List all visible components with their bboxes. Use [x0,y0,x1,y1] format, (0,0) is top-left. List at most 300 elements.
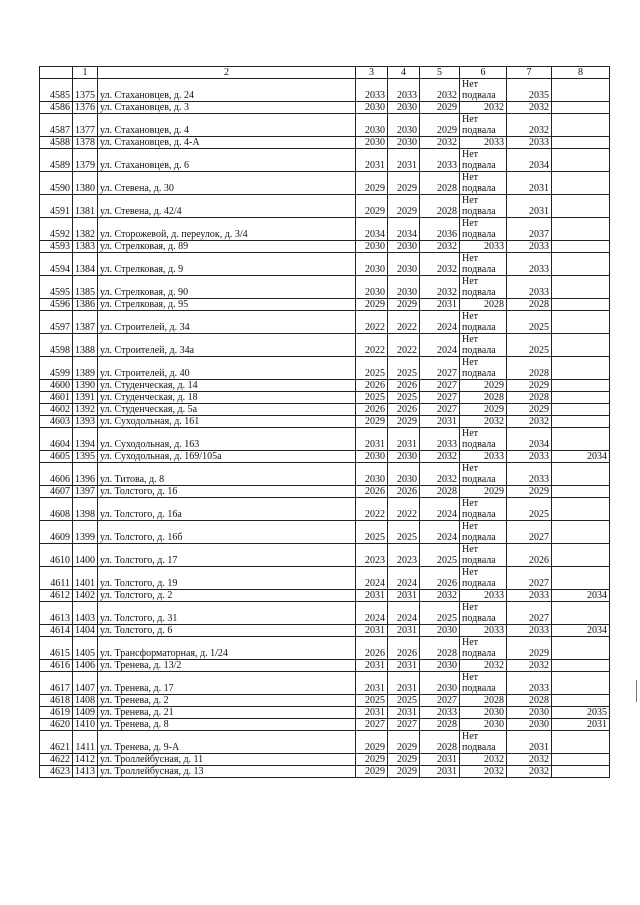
table-cell: ул. Стахановцев, д. 4 [98,114,356,137]
table-cell: 2030 [388,241,420,253]
table-cell: 2022 [388,311,420,334]
table-row [40,602,610,625]
table-cell: 2030 [388,253,420,276]
table-cell [552,404,610,416]
table-cell: 2032 [420,276,460,299]
table-cell: 2029 [507,404,552,416]
table-cell: 2029 [420,102,460,114]
table-row [40,754,610,766]
table-cell: 4608 [40,498,73,521]
table-cell: 2033 [507,463,552,486]
table-cell: 2025 [356,695,388,707]
table-cell: 4596 [40,299,73,311]
table-cell [552,416,610,428]
table-cell: 2029 [388,731,420,754]
housing-schedule-table [39,66,610,778]
table-cell: 1413 [73,766,98,778]
table-cell: 2030 [356,102,388,114]
table-cell: 2024 [420,334,460,357]
table-cell: 2022 [388,334,420,357]
table-cell: 4590 [40,172,73,195]
table-row [40,137,610,149]
table-cell: 2027 [356,719,388,731]
table-cell: 4609 [40,521,73,544]
table-cell: Нет подвала [460,731,507,754]
table-cell: 2030 [420,625,460,637]
header-cell: 2 [98,67,356,79]
table-cell: ул. Тренева, д. 21 [98,707,356,719]
table-cell: 4611 [40,567,73,590]
table-cell: 2024 [420,498,460,521]
table-cell: 2033 [420,428,460,451]
table-row [40,521,610,544]
table-cell: 2030 [388,463,420,486]
table-cell [552,521,610,544]
table-cell [552,253,610,276]
header-cell: 8 [552,67,610,79]
table-cell: 2022 [356,334,388,357]
table-cell [552,754,610,766]
table-cell: 2030 [388,451,420,463]
table-cell: 2026 [388,637,420,660]
table-cell: 2033 [388,79,420,102]
table-cell: ул. Толстого, д. 16 [98,486,356,498]
table-cell: 2030 [460,719,507,731]
table-cell [552,276,610,299]
table-cell: ул. Тренева, д. 2 [98,695,356,707]
table-cell: Нет подвала [460,544,507,567]
table-cell: 2027 [420,404,460,416]
table-cell: ул. Тренева, д. 8 [98,719,356,731]
table-cell: 2030 [356,137,388,149]
table-cell: 2027 [507,521,552,544]
table-cell: 1388 [73,334,98,357]
table-cell: 2035 [552,707,610,719]
table-cell: 4606 [40,463,73,486]
table-cell: 4622 [40,754,73,766]
table-cell: 2029 [507,380,552,392]
table-cell: 2032 [507,766,552,778]
table-cell: 1376 [73,102,98,114]
table-cell: 4588 [40,137,73,149]
table-row [40,625,610,637]
table-cell: 1385 [73,276,98,299]
table-cell: 4598 [40,334,73,357]
table-cell: ул. Стрелковая, д. 95 [98,299,356,311]
table-cell [552,218,610,241]
table-cell: 2029 [388,172,420,195]
table-cell [552,486,610,498]
table-cell: 2031 [356,625,388,637]
table-cell: 2026 [356,486,388,498]
table-cell: ул. Троллейбусная, д. 13 [98,766,356,778]
table-cell: ул. Строителей, д. 34 [98,311,356,334]
table-cell: 1384 [73,253,98,276]
table-cell: 2031 [356,590,388,602]
table-cell [552,299,610,311]
table-cell [552,463,610,486]
table-cell: 2028 [420,486,460,498]
header-cell: 3 [356,67,388,79]
table-cell: 2033 [507,672,552,695]
table-cell: 2029 [507,486,552,498]
table-cell: 2034 [552,625,610,637]
table-cell: 2033 [507,276,552,299]
table-cell: 1404 [73,625,98,637]
table-cell: 2027 [420,380,460,392]
table-cell: 4589 [40,149,73,172]
table-cell: 1397 [73,486,98,498]
table-cell: 2024 [388,567,420,590]
table-cell [552,731,610,754]
table-cell: 2032 [420,463,460,486]
table-cell [552,602,610,625]
table-cell: 2024 [356,602,388,625]
table-cell: 2029 [356,766,388,778]
table-cell: Нет подвала [460,357,507,380]
table-cell: 2024 [356,567,388,590]
table-cell [552,137,610,149]
table-cell: 2030 [420,672,460,695]
table-cell: ул. Толстого, д. 2 [98,590,356,602]
table-cell [552,544,610,567]
table-cell: 2025 [507,311,552,334]
table-cell: 1407 [73,672,98,695]
table-cell: 2028 [460,695,507,707]
table-cell [552,392,610,404]
table-cell: ул. Строителей, д. 40 [98,357,356,380]
table-cell: Нет подвала [460,149,507,172]
table-cell: 1392 [73,404,98,416]
table-cell: 2027 [420,392,460,404]
table-cell: 2031 [388,590,420,602]
table-cell: 4603 [40,416,73,428]
table-cell: 2026 [507,544,552,567]
table-cell: 2031 [388,707,420,719]
table-cell: 2030 [388,102,420,114]
table-cell: 2023 [356,544,388,567]
table-cell: 4604 [40,428,73,451]
table-cell: ул. Толстого, д. 31 [98,602,356,625]
table-cell: 2027 [507,602,552,625]
table-cell: 2025 [420,602,460,625]
table-cell: 1387 [73,311,98,334]
table-cell: 1395 [73,451,98,463]
table-cell: 1411 [73,731,98,754]
table-cell: 2025 [356,357,388,380]
table-cell: 2029 [356,731,388,754]
table-cell: 2031 [356,660,388,672]
table-cell: 2031 [420,754,460,766]
table-cell: 2028 [420,637,460,660]
table-cell: 2033 [420,707,460,719]
table-cell: 2026 [356,637,388,660]
table-cell: Нет подвала [460,463,507,486]
table-cell: 2026 [420,567,460,590]
table-row [40,544,610,567]
table-row [40,567,610,590]
table-cell [552,241,610,253]
table-cell [552,428,610,451]
table-cell: 4600 [40,380,73,392]
table-cell: 2032 [507,754,552,766]
table-cell: ул. Студенческая, д. 18 [98,392,356,404]
table-cell: ул. Титова, д. 8 [98,463,356,486]
table-cell: 1386 [73,299,98,311]
table-cell: Нет подвала [460,521,507,544]
table-cell: 2029 [420,114,460,137]
margin-mark [636,680,637,702]
table-cell: 2025 [420,544,460,567]
table-cell: 1377 [73,114,98,137]
table-cell: 2032 [460,660,507,672]
table-cell: 2029 [388,195,420,218]
table-cell: 2025 [388,695,420,707]
table-cell: ул. Сторожевой, д. переулок, д. 3/4 [98,218,356,241]
table-cell: 1394 [73,428,98,451]
table-cell: 4619 [40,707,73,719]
table-cell: 2032 [420,590,460,602]
table-cell: 2029 [356,172,388,195]
table-row [40,392,610,404]
table-cell: 2029 [388,299,420,311]
table-cell: ул. Стрелковая, д. 89 [98,241,356,253]
table-cell: 1381 [73,195,98,218]
header-cell: 6 [460,67,507,79]
table-cell: 2026 [388,404,420,416]
table-cell: Нет подвала [460,602,507,625]
table-cell: ул. Стахановцев, д. 3 [98,102,356,114]
table-cell: 2031 [507,172,552,195]
table-cell: 2030 [356,451,388,463]
table-cell: 1380 [73,172,98,195]
table-row [40,672,610,695]
table-cell: ул. Стахановцев, д. 4-А [98,137,356,149]
table-cell: 2026 [388,380,420,392]
table-cell: 2033 [507,590,552,602]
table-row [40,195,610,218]
table-cell: 2028 [507,357,552,380]
table-row [40,299,610,311]
table-cell: 4618 [40,695,73,707]
table-cell: 4587 [40,114,73,137]
header-row [40,67,610,79]
table-cell: ул. Тренева, д. 13/2 [98,660,356,672]
table-row [40,660,610,672]
table-row [40,766,610,778]
table-cell: ул. Стевена, д. 42/4 [98,195,356,218]
table-row [40,695,610,707]
table-cell: 2031 [356,707,388,719]
table-cell: 1383 [73,241,98,253]
table-cell: 1389 [73,357,98,380]
table-row [40,172,610,195]
table-cell: 4610 [40,544,73,567]
table-cell: 2025 [507,334,552,357]
table-cell: 2028 [420,172,460,195]
table-cell: 2029 [388,766,420,778]
table-cell: ул. Тренева, д. 17 [98,672,356,695]
table-cell [552,149,610,172]
table-cell: 2033 [356,79,388,102]
table-cell: 2034 [507,149,552,172]
table-cell: 2030 [507,707,552,719]
table-row [40,241,610,253]
table-cell: Нет подвала [460,428,507,451]
table-cell: ул. Толстого, д. 19 [98,567,356,590]
table-cell: 2030 [356,253,388,276]
table-row [40,380,610,392]
table-cell: ул. Суходольная, д. 161 [98,416,356,428]
table-cell: 4591 [40,195,73,218]
table-cell: 2028 [507,695,552,707]
table-cell: 1379 [73,149,98,172]
table-cell: Нет подвала [460,672,507,695]
table-cell: 2033 [460,137,507,149]
table-cell: 2022 [388,498,420,521]
table-cell: 2031 [388,672,420,695]
table-cell: ул. Студенческая, д. 5а [98,404,356,416]
table-row [40,428,610,451]
table-cell: 2034 [552,590,610,602]
table-cell: 2031 [552,719,610,731]
table-cell: 2032 [460,416,507,428]
table-cell: 2030 [388,276,420,299]
header-cell: 7 [507,67,552,79]
table-cell: 1382 [73,218,98,241]
table-cell: 4586 [40,102,73,114]
table-cell: 4592 [40,218,73,241]
table-cell: 4617 [40,672,73,695]
table-cell: 2028 [507,392,552,404]
table-cell [552,672,610,695]
table-cell: 2029 [388,754,420,766]
table-row [40,498,610,521]
table-cell: ул. Суходольная, д. 169/105а [98,451,356,463]
table-cell: 4601 [40,392,73,404]
table-cell: 2036 [420,218,460,241]
table-cell: 2033 [460,241,507,253]
table-cell: 2025 [356,392,388,404]
document-sheet [39,66,609,778]
table-cell: 4602 [40,404,73,416]
table-cell: 1410 [73,719,98,731]
table-cell: 1398 [73,498,98,521]
table-cell: 1391 [73,392,98,404]
table-cell: 2028 [420,731,460,754]
table-cell: 2029 [356,754,388,766]
table-cell: 2024 [420,521,460,544]
table-cell: 2029 [460,486,507,498]
table-cell: 2033 [460,625,507,637]
table-cell: 2034 [552,451,610,463]
table-cell: 2031 [388,625,420,637]
table-cell: 4585 [40,79,73,102]
table-cell: ул. Троллейбусная, д. 11 [98,754,356,766]
table-cell: Нет подвала [460,114,507,137]
table-cell: 2022 [356,311,388,334]
table-cell: 1375 [73,79,98,102]
table-cell: 2025 [507,498,552,521]
table-cell: 2030 [507,719,552,731]
table-cell: 2030 [356,114,388,137]
table-cell: 2031 [420,299,460,311]
table-cell: 2029 [356,416,388,428]
table-cell: 2033 [507,451,552,463]
table-cell: 2030 [420,660,460,672]
table-cell: ул. Толстого, д. 6 [98,625,356,637]
table-cell: 2033 [507,137,552,149]
table-cell: 2035 [507,79,552,102]
table-row [40,719,610,731]
table-cell: 2027 [420,695,460,707]
table-row [40,416,610,428]
table-cell: 1403 [73,602,98,625]
table-row [40,404,610,416]
table-cell: 4597 [40,311,73,334]
table-cell: ул. Стрелковая, д. 90 [98,276,356,299]
table-cell: 1393 [73,416,98,428]
table-cell [552,311,610,334]
table-cell: Нет подвала [460,195,507,218]
table-cell: 1378 [73,137,98,149]
table-cell: 2028 [460,392,507,404]
table-row [40,218,610,241]
table-row [40,590,610,602]
table-row [40,357,610,380]
table-cell [552,79,610,102]
table-cell: 2037 [507,218,552,241]
table-cell: 1396 [73,463,98,486]
table-cell: Нет подвала [460,79,507,102]
table-row [40,102,610,114]
table-cell: 2033 [507,253,552,276]
table-cell: 2029 [388,416,420,428]
table-cell: 1401 [73,567,98,590]
table-cell: Нет подвала [460,567,507,590]
table-cell: ул. Суходольная, д. 163 [98,428,356,451]
table-cell: 2031 [507,195,552,218]
table-cell: 1405 [73,637,98,660]
table-cell: 2032 [460,766,507,778]
table-cell: 2027 [420,357,460,380]
table-cell [552,637,610,660]
table-cell: 2033 [507,625,552,637]
table-cell: Нет подвала [460,498,507,521]
header-cell: 4 [388,67,420,79]
table-cell [552,172,610,195]
table-cell: 1390 [73,380,98,392]
table-cell [552,567,610,590]
table-cell: Нет подвала [460,637,507,660]
table-cell: 2030 [356,463,388,486]
table-row [40,637,610,660]
table-cell: 2027 [507,567,552,590]
table-cell: 2029 [460,404,507,416]
table-row [40,707,610,719]
table-row [40,149,610,172]
table-cell: 2033 [460,451,507,463]
table-cell: Нет подвала [460,276,507,299]
table-cell [552,380,610,392]
table-cell: 2029 [356,299,388,311]
table-cell: Нет подвала [460,172,507,195]
table-cell: 2032 [420,79,460,102]
table-cell: ул. Стевена, д. 30 [98,172,356,195]
table-cell: ул. Строителей, д. 34а [98,334,356,357]
table-cell: 2032 [507,114,552,137]
table-cell: ул. Толстого, д. 16а [98,498,356,521]
